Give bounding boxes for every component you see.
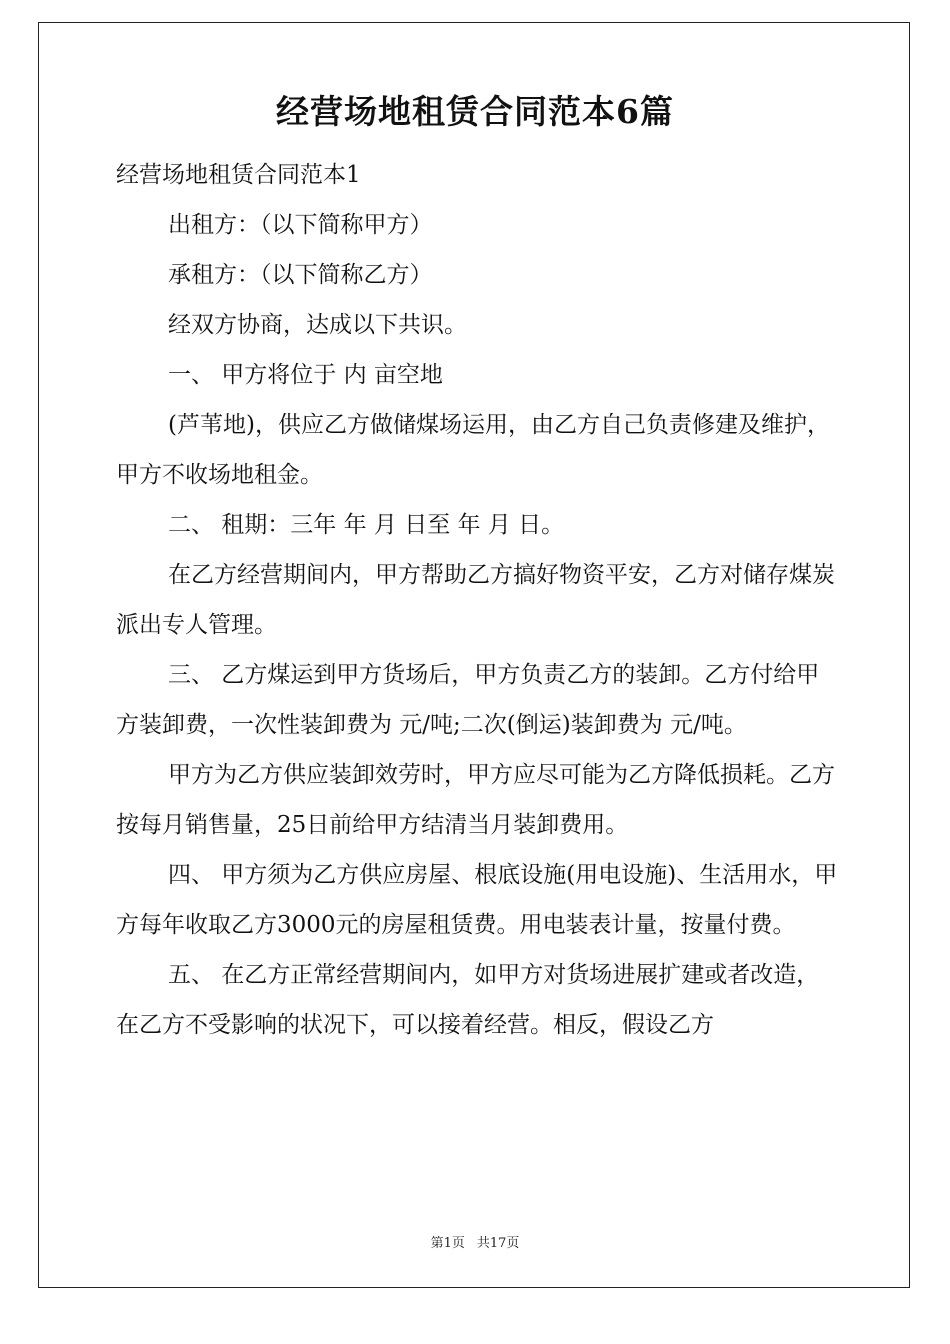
clause-1-location: 一、 甲方将位于 内 亩空地 [168, 362, 443, 388]
paragraph-agreement: 经双方协商，达成以下共识。 [168, 312, 467, 338]
page-total: 共17页 [476, 1236, 520, 1251]
clause-2-term: 二、 租期：三年 年 月 日至 年 月 日。 [168, 512, 565, 538]
section-heading: 经营场地租赁合同范本1 [116, 162, 361, 188]
page-number: 第1页 [430, 1236, 465, 1251]
paragraph-lessor: 出租方：（以下简称甲方） [168, 212, 433, 238]
paragraph-lessee: 承租方：（以下简称乙方） [168, 262, 433, 288]
clause-3-settlement: 甲方为乙方供应装卸效劳时，甲方应尽可能为乙方降低损耗。乙方按每月销售量，25日前给甲方结清当月装卸费用。 [116, 762, 835, 838]
page-footer [0, 1232, 950, 1251]
clause-2-security: 在乙方经营期间内，甲方帮助乙方搞好物资平安，乙方对储存煤炭派出专人管理。 [116, 562, 835, 638]
clause-3-handling-fee: 三、 乙方煤运到甲方货场后，甲方负责乙方的装卸。乙方付给甲方装卸费，一次性装卸费为 元/吨;二次(倒运)装卸费为 元/吨。 [116, 662, 820, 738]
document-title: 经营场地租赁合同范本6篇 [276, 92, 674, 131]
clause-5-expansion: 五、 在乙方正常经营期间内，如甲方对货场进展扩建或者改造，在乙方不受影响的状况下，可以接着经营。相反，假设乙方 [116, 962, 820, 1038]
clause-1-usage: (芦苇地)，供应乙方做储煤场运用，由乙方自己负责修建及维护，甲方不收场地租金。 [116, 412, 830, 488]
clause-4-facilities: 四、 甲方须为乙方供应房屋、根底设施(用电设施)、生活用水，甲方每年收取乙方3000元的房屋租赁费。用电装表计量，按量付费。 [116, 862, 838, 938]
document-body [116, 150, 838, 1050]
